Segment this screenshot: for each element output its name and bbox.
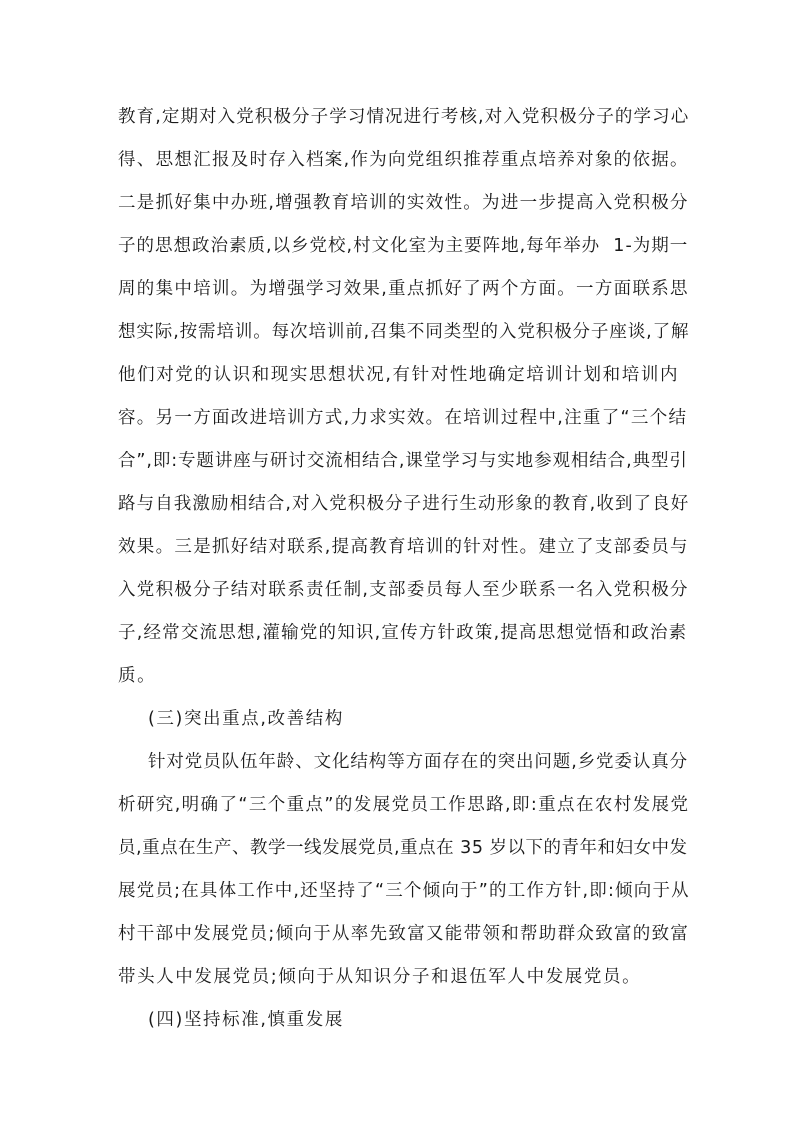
text-line: 展党员;在具体工作中,还坚持了“三个倾向于”的工作方针,即:倾向于从 xyxy=(118,881,690,901)
text-line: 员,重点在生产、教学一线发展党员,重点在 35 岁以下的青年和妇女中发 xyxy=(118,838,688,858)
text-line: 容。另一方面改进培训方式,力求实效。在培训过程中,注重了“三个结 xyxy=(118,408,688,428)
text-line: 想实际,按需培训。每次培训前,召集不同类型的入党积极分子座谈,了解 xyxy=(118,322,690,342)
text-line: 村干部中发展党员;倾向于从率先致富又能带领和帮助群众致富的致富 xyxy=(118,924,690,944)
text-line: 效果。三是抓好结对联系,提高教育培训的针对性。建立了支部委员与 xyxy=(118,537,689,557)
text-line: 子,经常交流思想,灌输党的知识,宣传方针政策,提高思想觉悟和政治素 xyxy=(118,623,688,643)
text-line: 周的集中培训。为增强学习效果,重点抓好了两个方面。一方面联系思 xyxy=(118,279,689,299)
section-heading: (三)突出重点,改善结构 xyxy=(148,709,344,729)
text-line: 他们对党的认识和现实思想状况,有针对性地确定培训计划和培训内 xyxy=(118,365,680,385)
text-line: 入党积极分子结对联系责任制,支部委员每人至少联系一名入党积极分 xyxy=(118,580,689,600)
text-line: 教育,定期对入党积极分子学习情况进行考核,对入党积极分子的学习心 xyxy=(118,107,690,127)
text-line: 质。 xyxy=(118,666,157,686)
text-line: 合”,即:专题讲座与研讨交流相结合,课堂学习与实地参观相结合,典型引 xyxy=(118,451,688,471)
text-line: 带头人中发展党员;倾向于从知识分子和退伍军人中发展党员。 xyxy=(118,967,642,987)
text-line: 子的思想政治素质,以乡党校,村文化室为主要阵地,每年举办 1-为期一 xyxy=(118,236,689,256)
text-line: 二是抓好集中办班,增强教育培训的实效性。为进一步提高入党积极分 xyxy=(118,193,689,213)
text-line: 析研究,明确了“三个重点”的发展党员工作思路,即:重点在农村发展党 xyxy=(118,795,690,815)
text-line: 针对党员队伍年龄、文化结构等方面存在的突出问题,乡党委认真分 xyxy=(148,752,689,772)
text-line: 路与自我激励相结合,对入党积极分子进行生动形象的教育,收到了良好 xyxy=(118,494,690,514)
text-line: 得、思想汇报及时存入档案,作为向党组织推荐重点培养对象的依据。 xyxy=(118,150,689,170)
section-heading: (四)坚持标准,慎重发展 xyxy=(148,1010,344,1030)
